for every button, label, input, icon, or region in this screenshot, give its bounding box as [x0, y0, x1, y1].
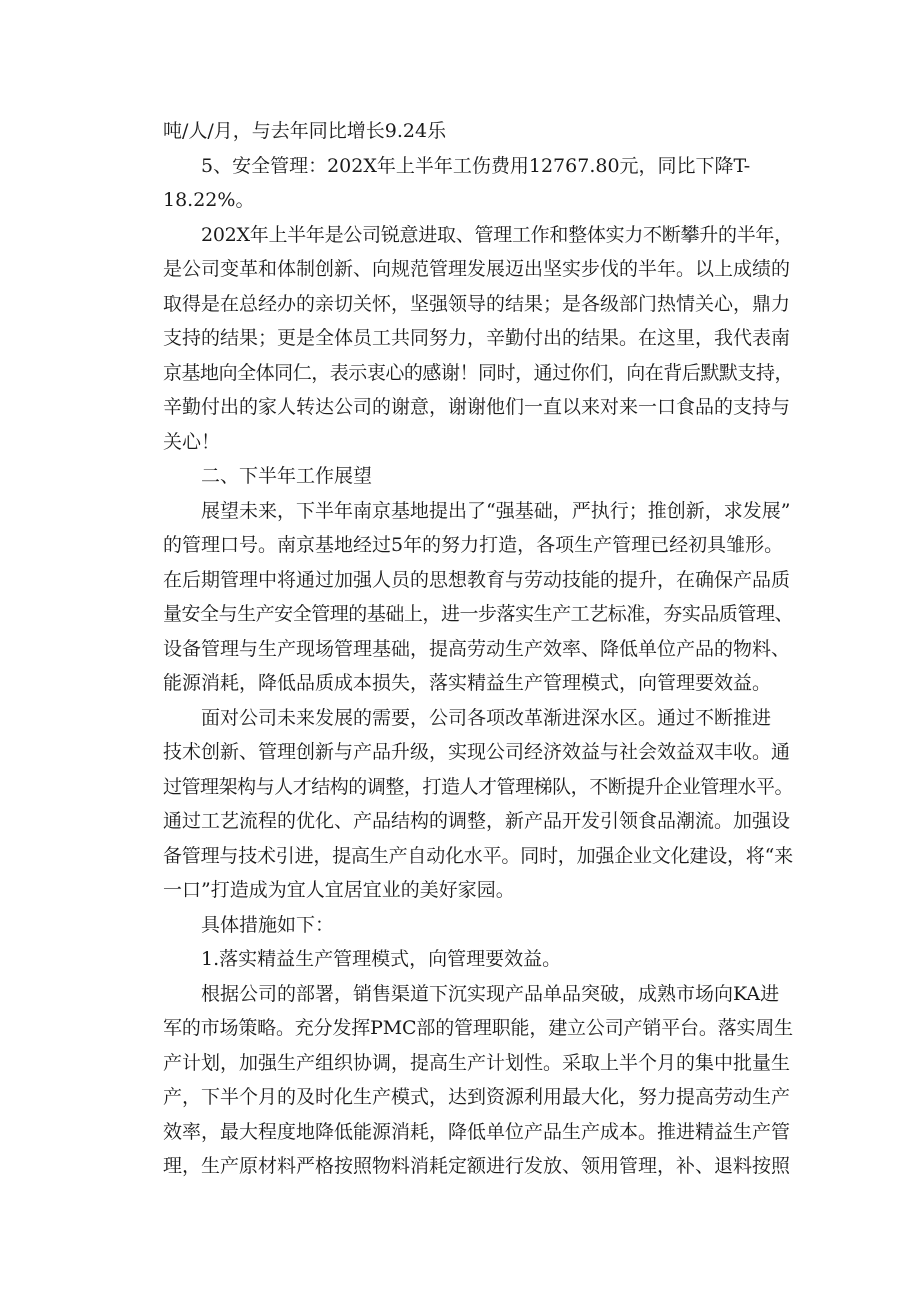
text-line: 通过工艺流程的优化、产品结构的调整，新产品开发引领食品潮流。加强设 — [163, 810, 791, 832]
text-line: 具体措施如下： — [201, 913, 335, 936]
text-line: 设备管理与生产现场管理基础，提高劳动生产效率、降低单位产品的物料、 — [163, 637, 791, 660]
text-line: 支持的结果；更是全体员工共同努力，辛勤付出的结果。在这里，我代表南 — [163, 327, 791, 349]
text-line: 取得是在总经办的亲切关怀，坚强领导的结果；是各级部门热情关心，鼎力 — [163, 292, 791, 315]
text-line: 的管理口号。南京基地经过5年的努力打造，各项生产管理已经初具雏形。 — [163, 534, 784, 556]
text-line: 18.22%。 — [163, 189, 255, 211]
text-line: 军的市场策略。充分发挥PMC部的管理职能，建立公司产销平台。落实周生 — [163, 1017, 793, 1039]
text-line: 能源消耗，降低品质成本损失，落实精益生产管理模式，向管理要效益。 — [163, 672, 772, 694]
text-line: 吨/人/月，与去年同比增长9.24乐 — [163, 120, 447, 142]
text-line: 是公司变革和体制创新、向规范管理发展迈出坚实步伐的半年。以上成绩的 — [163, 258, 791, 280]
text-line: 1.落实精益生产管理模式，向管理要效益。 — [201, 948, 562, 970]
text-line: 面对公司未来发展的需要，公司各项改革渐进深水区。通过不断推进 — [201, 706, 772, 729]
text-line: 京基地向全体同仁，表示衷心的感谢！同时，通过你们，向在背后默默支持， — [163, 361, 794, 384]
text-line: 备管理与技术引进，提高生产自动化水平。同时，加强企业文化建设，将“来 — [163, 844, 793, 867]
text-line: 在后期管理中将通过加强人员的思想教育与劳动技能的提升，在确保产品质 — [163, 568, 791, 591]
text-line: 过管理架构与人才结构的调整，打造人才管理梯队，不断提升企业管理水平。 — [163, 775, 794, 798]
text-line: 产计划，加强生产组织协调，提高生产计划性。采取上半个月的集中批量生 — [163, 1051, 791, 1074]
text-line: 量安全与生产安全管理的基础上，进一步落实生产工艺标准，夯实品质管理、 — [163, 603, 794, 625]
document-body — [163, 114, 793, 1184]
text-line: 一口”打造成为宜人宜居宜业的美好家园。 — [163, 879, 515, 901]
text-line: 二、下半年工作展望 — [201, 465, 373, 487]
text-line: 效率，最大程度地降低能源消耗，降低单位产品生产成本。推进精益生产管 — [163, 1120, 791, 1143]
text-line: 辛勤付出的家人转达公司的谢意，谢谢他们一直以来对来一口食品的支持与 — [163, 396, 791, 418]
text-line: 5、安全管理：202X年上半年工伤费用12767.80元，同比下降T- — [201, 154, 751, 177]
text-line: 产，下半个月的及时化生产模式，达到资源利用最大化，努力提高劳动生产 — [163, 1086, 791, 1108]
text-line: 理，生产原材料严格按照物料消耗定额进行发放、领用管理，补、退料按照 — [163, 1155, 791, 1177]
text-line: 根据公司的部署，销售渠道下沉实现产品单品突破，成熟市场向KA进 — [201, 982, 780, 1005]
text-line: 202X年上半年是公司锐意进取、管理工作和整体实力不断攀升的半年， — [201, 223, 793, 246]
text-line: 展望未来，下半年南京基地提出了“强基础，严执行；推创新，求发展” — [201, 499, 791, 522]
text-line: 技术创新、管理创新与产品升级，实现公司经济效益与社会效益双丰收。通 — [163, 741, 791, 763]
text-line: 关心！ — [163, 430, 221, 453]
